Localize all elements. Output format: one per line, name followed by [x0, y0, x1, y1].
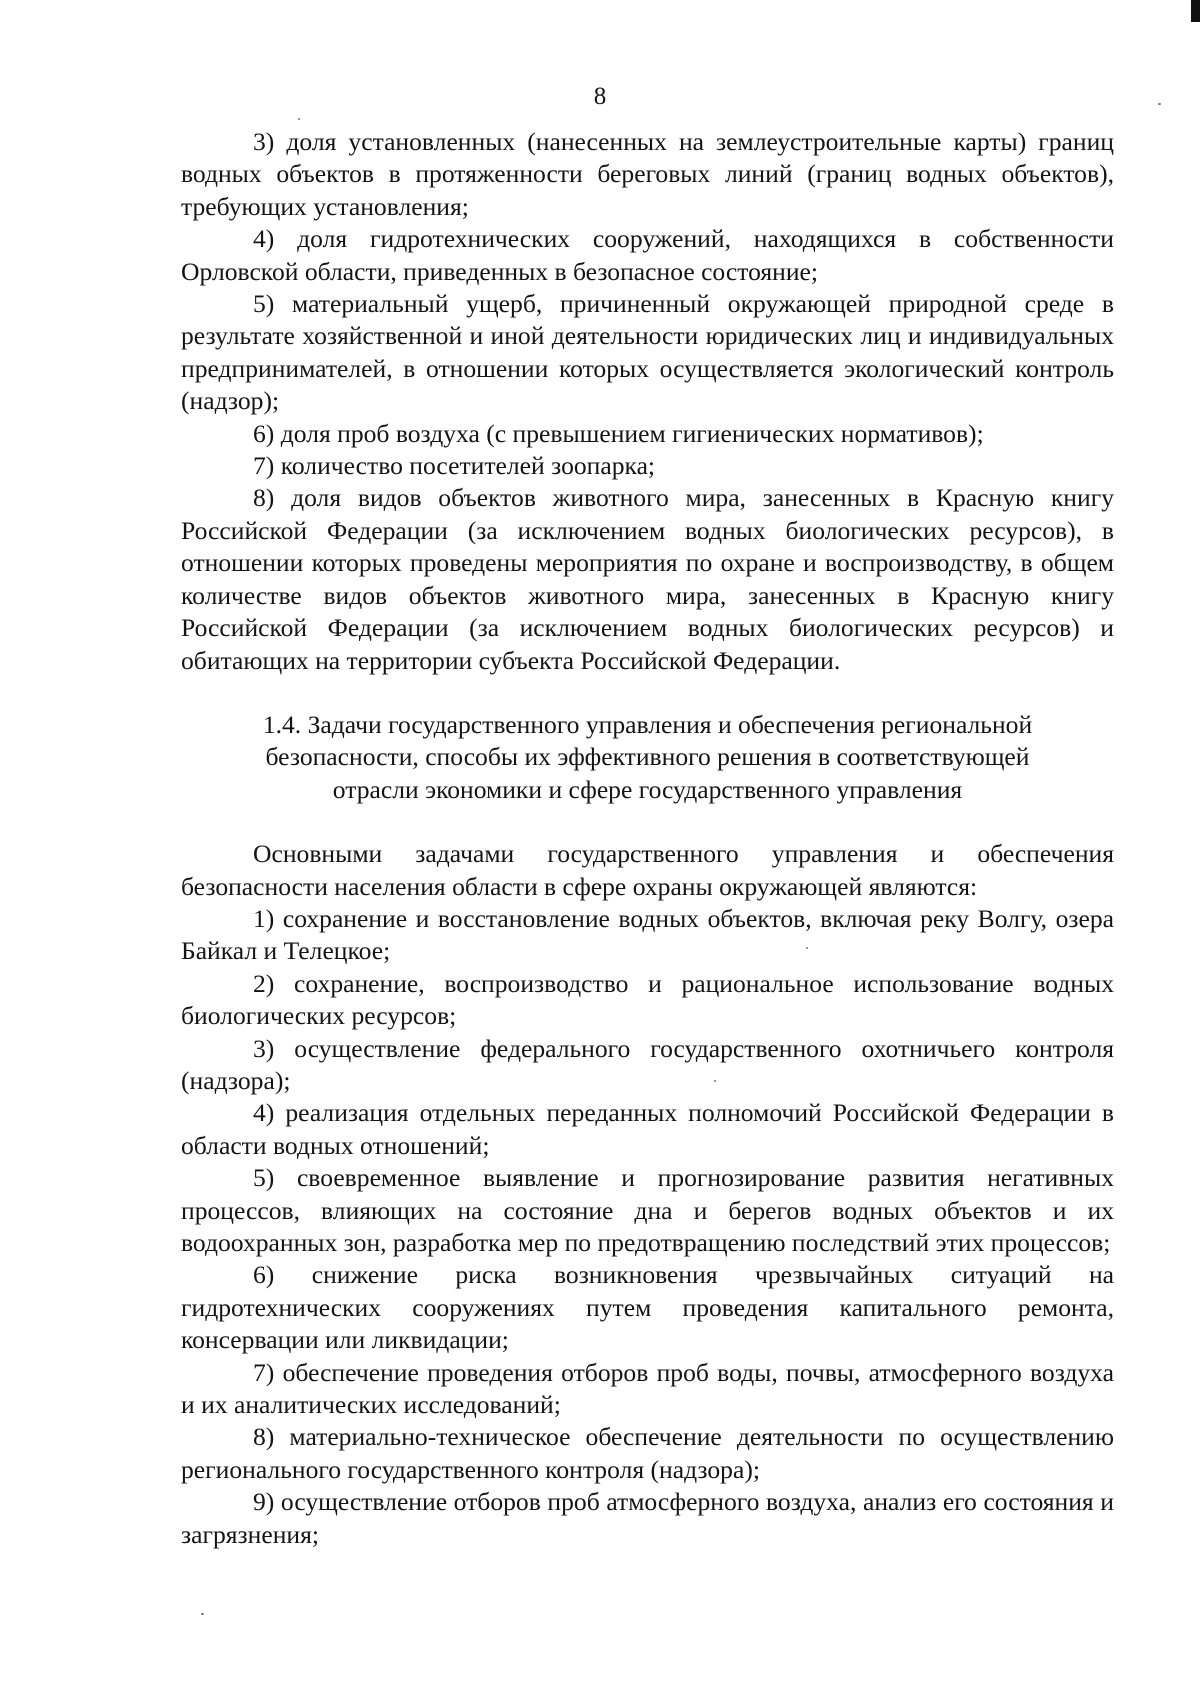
list-item: 3) доля установленных (нанесенных на землеустроительные карты) границ водных объектов в протяженности береговых линий (границ водных объектов), требующих установления; [181, 127, 1114, 221]
scan-speck [298, 118, 300, 120]
section-heading-line: 1.4. Задачи государственного управления и обеспечения региональной [262, 709, 1033, 739]
list-item: 5) своевременное выявление и прогнозирование развития негативных процессов, влияющих на состояние дна и берегов водных объектов и их водоохранных зон, разработка мер по предотвращению последствий этих процессов; [181, 1163, 1114, 1257]
list-item: 3) осуществление федерального государственного охотничьего контроля (надзора); [181, 1033, 1114, 1095]
list-item: 1) сохранение и восстановление водных объектов, включая реку Волгу, озера Байкал и Телецкое; [181, 903, 1114, 966]
list-item: 8) материально-техническое обеспечение деятельности по осуществлению регионального государственного контроля (надзора); [181, 1422, 1114, 1484]
scan-speck [201, 1613, 204, 1615]
list-item: 4) реализация отдельных переданных полномочий Российской Федерации в области водных отношений; [181, 1098, 1114, 1160]
list-item: 4) доля гидротехнических сооружений, находящихся в собственности Орловской области, приведенных в безопасное состояние; [181, 224, 1114, 286]
scan-edge-mark [1191, 0, 1200, 22]
page-number: 8 [593, 83, 607, 110]
list-item: 6) доля проб воздуха (с превышением гигиенических нормативов); [253, 418, 984, 448]
section-heading [181, 709, 1114, 806]
document-body [181, 126, 1114, 1551]
list-item: 6) снижение риска возникновения чрезвычайных ситуаций на гидротехнических сооружениях путем проведения капитального ремонта, консервации или ликвидации; [181, 1260, 1114, 1355]
section-heading-line: безопасности, способы их эффективного решения в соответствующей [265, 742, 1030, 772]
intro-paragraph: Основными задачами государственного управления и обеспечения безопасности населения области в сфере охраны окружающей являются: [181, 839, 1114, 901]
list-item: 9) осуществление отборов проб атмосферного воздуха, анализ его состояния и загрязнения; [181, 1487, 1114, 1549]
list-item: 7) количество посетителей зоопарка; [253, 451, 656, 481]
list-item: 2) сохранение, воспроизводство и рациональное использование водных биологических ресурсов; [181, 968, 1114, 1031]
list-item: 7) обеспечение проведения отборов проб воды, почвы, атмосферного воздуха и их аналитических исследований; [181, 1357, 1114, 1420]
list-item: 8) доля видов объектов животного мира, занесенных в Красную книгу Российской Федерации (за исключением водных биологических ресурсов), в отношении которых проведены мероприятия по охране и воспроизводству, в общем количестве видов объектов животного мира, занесенных в Красную книгу Российской Федерации (за исключением водных биологических ресурсов) и обитающих на территории субъекта Российской Федерации. [181, 483, 1114, 675]
list-item: 5) материальный ущерб, причиненный окружающей природной среде в результате хозяйственной и иной деятельности юридических лиц и индивидуальных предпринимателей, в отношении которых осуществляется экологический контроль (надзор); [181, 289, 1114, 416]
section-heading-line: отрасли экономики и сфере государственного управления [332, 774, 963, 804]
